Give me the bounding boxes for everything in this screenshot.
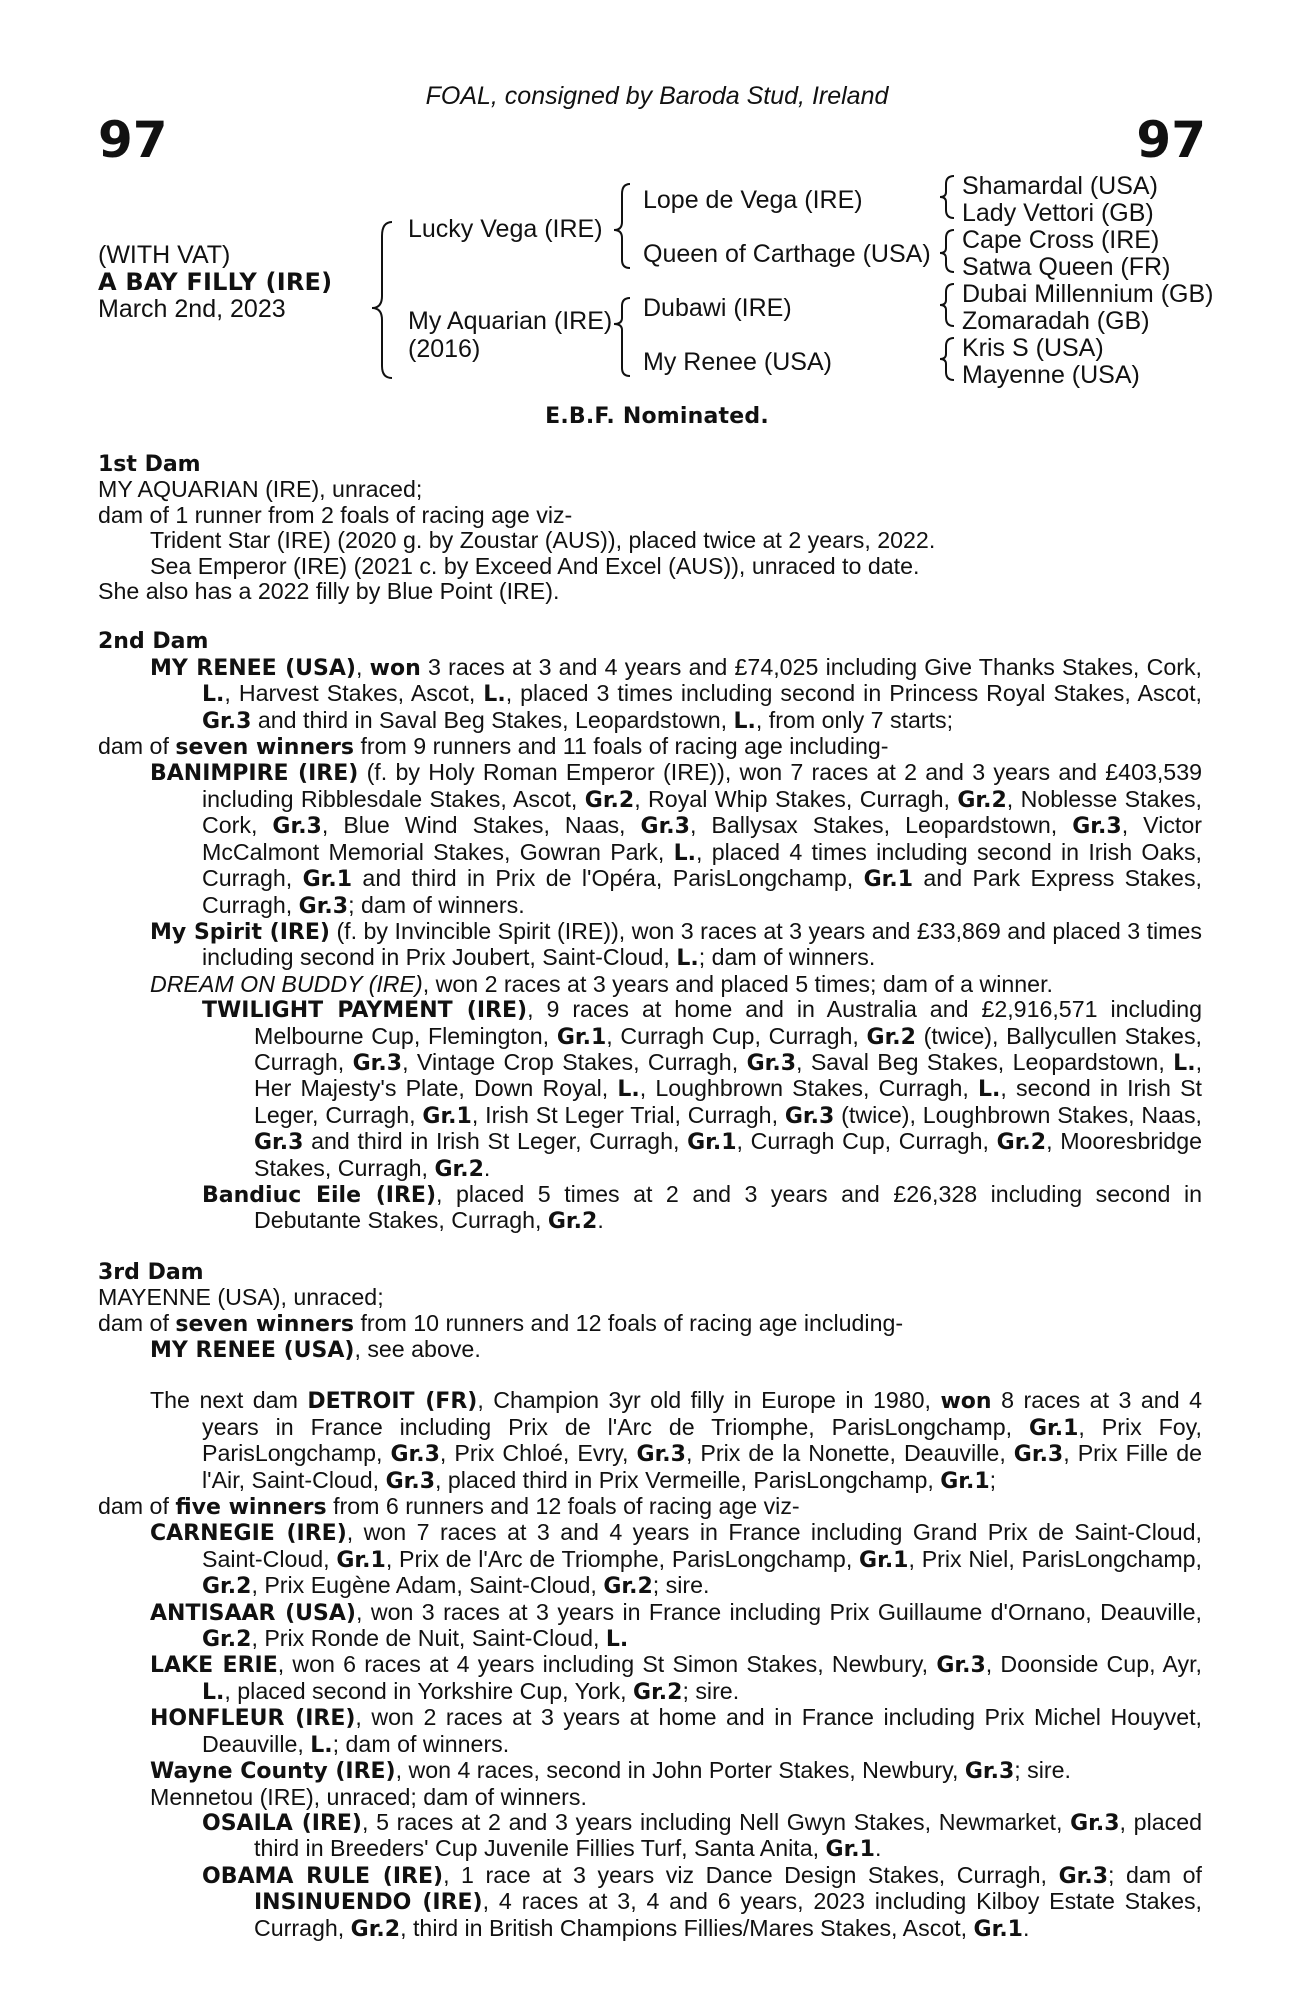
text-run: ; sire. [682,1677,740,1704]
text-run: , placed 3 times including second in Princess Royal Stakes, Ascot, [505,680,1202,707]
first-dam-produce-intro: dam of 1 runner from 2 foals of racing age viz- [98,501,573,528]
text-run: 3 races at 3 and 4 years and £74,025 including Give Thanks Stakes, Cork, [420,653,1202,680]
won-keyword: won [369,655,421,681]
lot-number-left: 97 [98,111,168,169]
grade-label: Gr.2 [996,1130,1047,1156]
grade-label: L. [617,1077,640,1103]
grade-label: Gr.2 [202,1574,252,1600]
horse-name: ANTISAAR (USA) [150,1600,356,1626]
text-run: , won 2 races at 3 years at home and in France including Prix Michel Houyvet, Deauville, [202,1704,1202,1757]
text-run: from 6 runners and 12 foals of racing age viz- [326,1493,800,1520]
produce-antisaar [150,1600,1202,1653]
grade-label: Gr.3 [1072,814,1122,840]
text-run: , Harvest Stakes, Ascot, [224,680,484,707]
pedigree-ssd: Lady Vettori (GB) [962,199,1154,227]
subject-name: A BAY FILLY (IRE) [98,268,333,296]
text-run: , from only 7 starts; [755,706,954,733]
ebf-nominated: E.B.F. Nominated. [545,404,769,429]
text-run: , Loughbrown Stakes, Curragh, [639,1075,978,1102]
text-run: . [483,1154,491,1181]
text-run: . [597,1207,604,1234]
text-run: , Champion 3yr old filly in Europe in 1980, [477,1387,941,1414]
text-run: , Prix Ronde de Nuit, Saint-Cloud, [251,1625,606,1652]
winners-count: seven winners [175,735,354,761]
text-run: (f. by Invincible Spirit (IRE)), won 3 races at 3 years and £33,869 and placed 3 times including second in Prix Joubert, Saint-Cloud, [202,917,1202,971]
horse-name: HONFLEUR (IRE) [150,1706,356,1732]
produce-lake-erie [150,1652,1202,1705]
grade-label: L. [978,1077,1001,1103]
text-run: ; dam of winners. [332,1730,510,1757]
grade-label: Gr.2 [350,1916,401,1942]
grade-label: Gr.1 [940,1468,990,1494]
text-run: , Prix Foy, ParisLongchamp, [202,1413,1202,1467]
text-run: and Park Express Stakes, Curragh, [202,865,1202,918]
grade-label: Gr.2 [584,787,635,813]
text-run: (twice), Ballycullen Stakes, Curragh, [254,1022,1202,1075]
pedigree-sss: Shamardal (USA) [962,172,1158,200]
next-dam-record [150,1388,1202,1494]
text-run: , Her Majesty's Plate, Down Royal, [254,1048,1203,1102]
grade-label: Gr.3 [1058,1863,1108,1889]
grade-label: Gr.3 [936,1653,986,1679]
grade-label: Gr.2 [434,1156,484,1182]
grade-label: L. [310,1732,333,1758]
catalogue-body [98,452,1202,1942]
horse-name: INSINUENDO (IRE) [254,1890,483,1916]
pedigree-dds: Kris S (USA) [962,334,1104,362]
text-run: dam of [98,1309,176,1336]
produce-bandiuc-eile [202,1182,1202,1235]
grade-label: Gr.3 [746,1050,796,1076]
grade-label: Gr.1 [825,1837,875,1863]
pedigree-sds: Cape Cross (IRE) [962,226,1160,254]
winners-count: five winners [175,1495,327,1521]
horse-name: LAKE ERIE [150,1653,278,1679]
text-run: (f. by Holy Roman Emperor (IRE)), won 7 races at 2 and 3 years and £403,539 including Ribblesdale Stakes, Ascot, [202,759,1202,812]
grade-label: Gr.1 [422,1103,472,1129]
text-run: from 9 runners and 11 foals of racing age including- [354,733,889,760]
foaling-date: March 2nd, 2023 [98,295,286,323]
text-run: ; sire. [652,1572,710,1599]
horse-name: TWILIGHT PAYMENT (IRE) [202,998,528,1024]
text-run: , placed 5 times at 2 and 3 years and £26,328 including second in Debutante Stakes, Curragh, [254,1180,1202,1234]
grade-label: L. [673,840,696,866]
grade-label: L. [733,708,756,734]
text-run: , Irish St Leger Trial, Curragh, [471,1101,785,1128]
text-run: , Curragh Cup, Curragh, [736,1128,997,1155]
text-run: , Ballysax Stakes, Leopardstown, [689,812,1073,839]
text-run: , placed third in Breeders' Cup Juvenile Fillies Turf, Santa Anita, [254,1808,1202,1862]
grade-label: Gr.3 [272,814,322,840]
grade-label: Gr.2 [957,787,1007,813]
pedigree-dam-dam: My Renee (USA) [643,348,832,376]
produce-my-spirit [150,919,1202,972]
text-run: , Vintage Crop Stakes, Curragh, [402,1048,747,1075]
grade-label: Gr.1 [863,867,914,893]
grade-label: L. [605,1627,629,1653]
grade-label: Gr.3 [298,893,349,919]
third-dam-heading: 3rd Dam [98,1259,204,1285]
produce-osaila [202,1810,1202,1863]
text-run: The next dam [150,1387,308,1414]
horse-name: My Spirit (IRE) [150,919,330,945]
text-run: , Prix Niel, ParisLongchamp, [908,1545,1202,1572]
pedigree-sire-sire: Lope de Vega (IRE) [643,186,863,214]
grade-label: Gr.3 [385,1468,436,1494]
grade-label: Gr.1 [556,1024,607,1050]
text-run: , placed third in Prix Vermeille, ParisLongchamp, [435,1466,941,1493]
produce-obama-rule [202,1863,1202,1942]
text-run: dam of [98,1493,176,1520]
text-run: , third in British Champions Fillies/Mares Stakes, Ascot, [400,1914,974,1941]
pedigree-ddd: Mayenne (USA) [962,361,1140,389]
grade-label: Gr.3 [202,708,252,734]
pedigree-dss: Dubai Millennium (GB) [962,280,1214,308]
text-run: , Prix Chloé, Evry, [439,1440,637,1467]
text-run: dam of [98,733,176,760]
grade-label: Gr.3 [636,1442,686,1468]
text-run: , 4 races at 3, 4 and 6 years, 2023 including Kilboy Estate Stakes, Curragh, [254,1888,1203,1941]
second-dam-record: MY RENEE (USA), won 3 races at 3 and 4 years and £74,025 including Give Thanks Stakes, Cork, L., Harvest Stakes, Ascot, L., placed 3 times including second in Princess Royal Stakes, Ascot, Gr.3 and third in Saval Beg Stakes, Leopardstown, L., from only 7 starts; [150,653,1202,734]
text-run: , won 2 races at 3 years and placed 5 times; dam of a winner. [422,970,1053,997]
grade-label: Gr.3 [1070,1810,1120,1836]
text-run: ; sire. [1014,1757,1071,1784]
grade-label: Gr.3 [352,1050,403,1076]
grade-label: Gr.1 [302,867,353,893]
horse-name: BANIMPIRE (IRE) [150,761,359,787]
grade-label: Gr.2 [547,1209,598,1235]
grade-label: L. [1173,1050,1196,1076]
text-run: , Prix de la Nonette, Deauville, [685,1440,1014,1467]
grade-label: Gr.3 [1013,1442,1064,1468]
text-run: , placed 4 times including second in Irish Oaks, Curragh, [202,838,1202,892]
horse-name: Bandiuc Eile (IRE) [202,1182,437,1208]
text-run: ; [989,1466,997,1493]
produce-carnegie [150,1520,1202,1599]
text-run: , Victor McCalmont Memorial Stakes, Gowran Park, [202,812,1202,865]
text-run: 8 races at 3 and 4 years in France including Prix de l'Arc de Triomphe, ParisLongchamp, [202,1387,1202,1440]
grade-label: L. [202,682,225,708]
text-run: ; dam of [1108,1861,1202,1888]
grade-label: Gr.1 [859,1547,909,1573]
grade-label: Gr.3 [784,1103,835,1129]
first-dam-heading: 1st Dam [98,452,201,477]
grade-label: Gr.1 [336,1547,386,1573]
horse-name: MY RENEE (USA) [150,655,356,681]
text-run: , Curragh Cup, Curragh, [606,1022,867,1049]
grade-label: Gr.1 [1028,1415,1079,1441]
text-run: ; dam of winners. [348,891,525,918]
text-run: , 9 races at home and in Australia and £2,916,571 including Melbourne Cup, Flemington, [254,996,1202,1049]
text-run: , Saval Beg Stakes, Leopardstown, [796,1048,1174,1075]
grade-label: Gr.2 [633,1679,683,1705]
text-run: , Prix Fille de l'Air, Saint-Cloud, [202,1440,1202,1493]
text-run: from 10 runners and 12 foals of racing age including- [354,1309,904,1336]
pedigree-dam: My Aquarian (IRE) [408,307,613,335]
grade-label: Gr.1 [687,1130,737,1156]
text-run: , Royal Whip Stakes, Curragh, [634,785,958,812]
grade-label: Gr.2 [603,1574,653,1600]
produce-mennetou: Mennetou (IRE), unraced; dam of winners. [150,1783,587,1810]
grade-label: Gr.3 [964,1759,1015,1785]
produce-item: Sea Emperor (IRE) (2021 c. by Exceed And Excel (AUS)), unraced to date. [150,552,920,579]
horse-name: OBAMA RULE (IRE) [202,1863,444,1889]
pedigree-sdd: Satwa Queen (FR) [962,253,1171,281]
winners-count: seven winners [175,1311,354,1337]
grade-label: Gr.2 [202,1627,252,1653]
pedigree-sire: Lucky Vega (IRE) [408,215,603,243]
second-dam-heading: 2nd Dam [98,629,209,655]
text-run: , Mooresbridge Stakes, Curragh, [254,1128,1202,1181]
lot-number-right: 97 [1136,111,1206,169]
produce-item: Trident Star (IRE) (2020 g. by Zoustar (AUS)), placed twice at 2 years, 2022. [150,527,936,554]
text-run: , won 6 races at 4 years including St Simon Stakes, Newbury, [277,1651,937,1678]
next-dam-produce-intro [98,1494,1202,1520]
horse-name: MY RENEE (USA) [150,1338,355,1363]
text-run: , won 4 races, second in John Porter Stakes, Newbury, [395,1757,965,1784]
produce-twilight-payment [202,997,1202,1182]
pedigree-dam-sire: Dubawi (IRE) [643,294,792,322]
text-run: . [1022,1914,1030,1941]
produce-my-renee [150,1337,1202,1363]
vat-label: (WITH VAT) [98,241,231,269]
third-dam-produce-intro [98,1311,1202,1337]
text-run: , won 3 races at 3 years in France including Prix Guillaume d'Ornano, Deauville, [355,1598,1202,1625]
text-run: , placed second in Yorkshire Cup, York, [224,1677,634,1704]
first-dam-note: She also has a 2022 filly by Blue Point (IRE). [98,578,560,605]
text-run: , Prix de l'Arc de Triomphe, ParisLongchamp, [385,1545,860,1572]
grade-label: L. [483,682,506,708]
grade-label: Gr.3 [254,1130,304,1156]
grade-label: L. [202,1679,225,1705]
pedigree-dam-year: (2016) [408,335,481,363]
text-run: , Blue Wind Stakes, Naas, [321,812,641,839]
produce-wayne-county [150,1758,1202,1784]
text-run: , 5 races at 2 and 3 years including Nell Gwyn Stakes, Newmarket, [361,1808,1071,1835]
first-dam-line: MY AQUARIAN (IRE), unraced; [98,476,423,503]
horse-name: OSAILA (IRE) [202,1810,362,1836]
text-run: , won 7 races at 3 and 4 years in France including Grand Prix de Saint-Cloud, Saint-Cloud, [202,1519,1202,1572]
grade-label: Gr.2 [866,1024,916,1050]
text-run: and third in Prix de l'Opéra, ParisLongchamp, [352,865,864,892]
third-dam-line: MAYENNE (USA), unraced; [98,1284,384,1311]
second-dam-produce-intro [98,734,1202,760]
text-run: , second in Irish St Leger, Curragh, [254,1075,1202,1128]
horse-name: CARNEGIE (IRE) [150,1521,347,1547]
pedigree-sire-dam: Queen of Carthage (USA) [643,240,931,268]
grade-label: Gr.3 [390,1442,440,1468]
text-run: , Prix Eugène Adam, Saint-Cloud, [251,1572,604,1599]
horse-name: Wayne County (IRE) [150,1759,396,1785]
grade-label: Gr.1 [973,1916,1023,1942]
text-run: and third in Saval Beg Stakes, Leopardstown, [251,706,734,733]
text-run: . [874,1835,882,1862]
grade-label: Gr.3 [640,814,690,840]
text-run: , Noblesse Stakes, Cork, [202,785,1203,839]
won-keyword: won [940,1389,992,1415]
horse-name: DETROIT (FR) [307,1389,478,1415]
horse-name: DREAM ON BUDDY (IRE) [150,970,423,997]
produce-honfleur [150,1705,1202,1758]
text-run: and third in Irish St Leger, Curragh, [303,1128,688,1155]
text-run: ; dam of winners. [698,944,876,971]
text-run: , see above. [354,1336,481,1362]
consignor-line: FOAL, consigned by Baroda Stud, Ireland [425,82,889,110]
pedigree-dsd: Zomaradah (GB) [962,307,1150,335]
text-run: , Doonside Cup, Ayr, [985,1651,1202,1678]
grade-label: L. [676,946,699,972]
produce-dream-on-buddy [150,972,1202,997]
produce-banimpire [150,760,1202,918]
text-run: (twice), Loughbrown Stakes, Naas, [834,1101,1202,1128]
text-run: , 1 race at 3 years viz Dance Design Stakes, Curragh, [443,1861,1059,1888]
